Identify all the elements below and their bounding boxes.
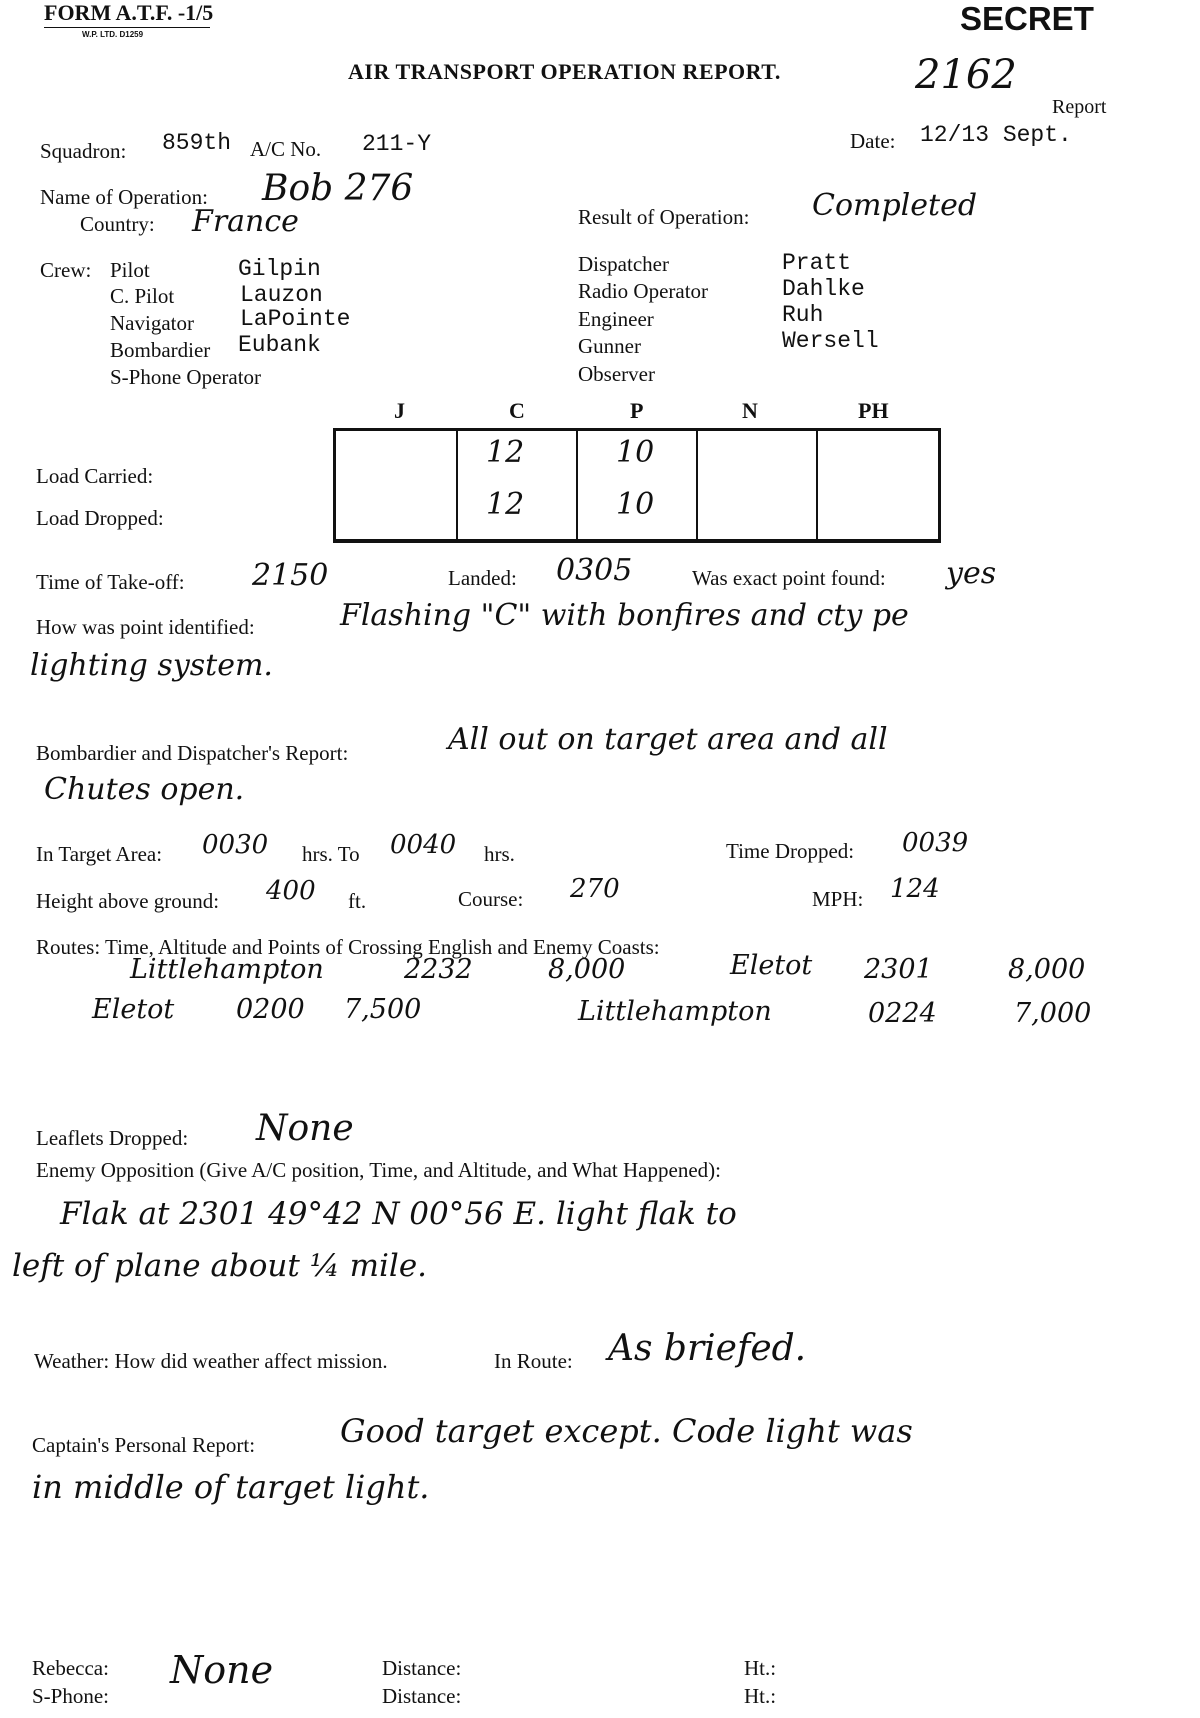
route-1b-point: Eletot: [730, 950, 813, 981]
distance-label-1: Distance:: [382, 1656, 462, 1680]
route-1b-alt: 8,000: [1008, 954, 1086, 985]
result-label: Result of Operation:: [578, 205, 750, 229]
operation-name-value: Bob 276: [262, 168, 414, 209]
report-number: 2162: [915, 52, 1017, 98]
sphone-label: S-Phone:: [32, 1684, 110, 1708]
load-col-j: J: [394, 398, 405, 423]
squadron-value: 859th: [162, 130, 232, 156]
opposition-line1: Flak at 2301 49°42 N 00°56 E. light flak to: [60, 1196, 737, 1232]
target-area-from: 0030: [202, 830, 269, 860]
weather-label: Weather: How did weather affect mission.: [34, 1349, 388, 1373]
country-value: France: [192, 204, 299, 239]
load-col-ph: PH: [858, 398, 889, 423]
page-title: AIR TRANSPORT OPERATION REPORT.: [348, 59, 781, 84]
crew-role-radio: Radio Operator: [578, 279, 709, 303]
rebecca-sphone-value: None: [170, 1648, 274, 1692]
classification-stamp: SECRET: [960, 0, 1094, 37]
load-dropped-c: 12: [486, 487, 525, 522]
report-label: Report: [1052, 96, 1107, 118]
crew-name-copilot: Lauzon: [240, 282, 323, 308]
crew-role-observer: Observer: [578, 362, 655, 386]
crew-role-navigator: Navigator: [110, 311, 194, 335]
load-divider: [816, 431, 818, 539]
crew-role-sphone: S-Phone Operator: [110, 365, 262, 389]
identified-line2: lighting system.: [30, 648, 273, 683]
load-divider: [696, 431, 698, 539]
load-col-c: C: [509, 398, 525, 423]
country-label: Country:: [80, 212, 155, 236]
route-1b-time: 2301: [864, 954, 933, 985]
route-1-alt: 8,000: [548, 954, 626, 985]
opposition-label: Enemy Opposition (Give A/C position, Time, and Altitude, and What Happened):: [36, 1158, 721, 1182]
load-carried-p: 10: [616, 435, 655, 470]
crew-name-bombardier: Eubank: [238, 332, 321, 358]
height-value: 400: [266, 876, 316, 906]
crew-role-bombardier: Bombardier: [110, 338, 211, 362]
crew-role-gunner: Gunner: [578, 334, 641, 358]
date-label: Date:: [850, 129, 896, 153]
height-label: Height above ground:: [36, 889, 220, 913]
crew-name-radio: Dahlke: [782, 276, 865, 302]
leaflets-label: Leaflets Dropped:: [36, 1126, 189, 1150]
crew-role-engineer: Engineer: [578, 307, 654, 331]
ht-label-2: Ht.:: [744, 1684, 777, 1708]
load-dropped-label: Load Dropped:: [36, 506, 164, 530]
route-2b-alt: 7,000: [1014, 998, 1092, 1029]
squadron-label: Squadron:: [40, 139, 127, 163]
printer-mark: W.P. LTD. D1259: [82, 30, 144, 39]
form-id-underline: [44, 27, 210, 28]
crew-name-dispatcher: Pratt: [782, 250, 852, 276]
dispatcher-report-line2: Chutes open.: [44, 772, 245, 807]
exact-point-value: yes: [946, 556, 997, 591]
leaflets-value: None: [256, 1108, 354, 1149]
routes-label: Routes: Time, Altitude and Points of Crossing English and Enemy Coasts:: [36, 935, 660, 959]
route-2-alt: 7,500: [344, 994, 422, 1025]
ac-no-value: 211-Y: [362, 131, 432, 157]
load-col-p: P: [630, 398, 644, 423]
captain-report-line1: Good target except. Code light was: [340, 1412, 913, 1450]
crew-name-engineer: Ruh: [782, 302, 824, 328]
rebecca-label: Rebecca:: [32, 1656, 109, 1680]
takeoff-label: Time of Take-off:: [36, 570, 185, 594]
crew-name-gunner: Wersell: [782, 328, 879, 354]
route-1-point: Littlehampton: [130, 954, 324, 985]
load-carried-label: Load Carried:: [36, 464, 154, 488]
exact-point-label: Was exact point found:: [692, 566, 886, 590]
identified-label: How was point identified:: [36, 615, 255, 639]
form-id: FORM A.T.F. -1/5: [44, 0, 214, 25]
route-1-time: 2232: [404, 954, 473, 985]
captain-report-label: Captain's Personal Report:: [32, 1433, 256, 1457]
mph-value: 124: [890, 874, 940, 904]
hrs-to-label: hrs. To: [302, 842, 360, 866]
date-value: 12/13 Sept.: [920, 122, 1072, 148]
hrs-label: hrs.: [484, 842, 515, 866]
distance-label-2: Distance:: [382, 1684, 462, 1708]
load-divider: [456, 431, 458, 539]
dispatcher-report-label: Bombardier and Dispatcher's Report:: [36, 741, 349, 765]
course-value: 270: [570, 874, 620, 904]
landed-label: Landed:: [448, 566, 517, 590]
ac-no-label: A/C No.: [250, 137, 322, 161]
load-carried-c: 12: [486, 435, 525, 470]
target-area-label: In Target Area:: [36, 842, 163, 866]
crew-label: Crew:: [40, 258, 92, 282]
in-route-value: As briefed.: [608, 1328, 807, 1369]
ft-label: ft.: [348, 889, 367, 913]
identified-line1: Flashing "C" with bonfires and cty pe: [340, 598, 909, 633]
load-dropped-p: 10: [616, 487, 655, 522]
in-route-label: In Route:: [494, 1349, 573, 1373]
mph-label: MPH:: [812, 887, 864, 911]
load-table: [333, 428, 941, 543]
captain-report-line2: in middle of target light.: [32, 1468, 430, 1506]
time-dropped-label: Time Dropped:: [726, 839, 855, 863]
dispatcher-report-line1: All out on target area and all: [448, 722, 888, 757]
ht-label-1: Ht.:: [744, 1656, 777, 1680]
route-2-time: 0200: [236, 994, 305, 1025]
crew-role-pilot: Pilot: [110, 258, 150, 282]
operation-name-label: Name of Operation:: [40, 185, 208, 209]
result-value: Completed: [812, 188, 978, 223]
route-2-point: Eletot: [92, 994, 175, 1025]
takeoff-value: 2150: [252, 558, 329, 593]
course-label: Course:: [458, 887, 524, 911]
time-dropped-value: 0039: [902, 828, 969, 858]
crew-role-copilot: C. Pilot: [110, 284, 175, 308]
landed-value: 0305: [556, 553, 633, 588]
opposition-line2: left of plane about ¼ mile.: [12, 1248, 428, 1284]
load-divider: [576, 431, 578, 539]
route-2b-time: 0224: [868, 998, 937, 1029]
target-area-to: 0040: [390, 830, 457, 860]
crew-name-pilot: Gilpin: [238, 256, 321, 282]
route-2b-point: Littlehampton: [578, 996, 772, 1027]
load-col-n: N: [742, 398, 758, 423]
crew-name-navigator: LaPointe: [240, 306, 351, 332]
crew-role-dispatcher: Dispatcher: [578, 252, 669, 276]
